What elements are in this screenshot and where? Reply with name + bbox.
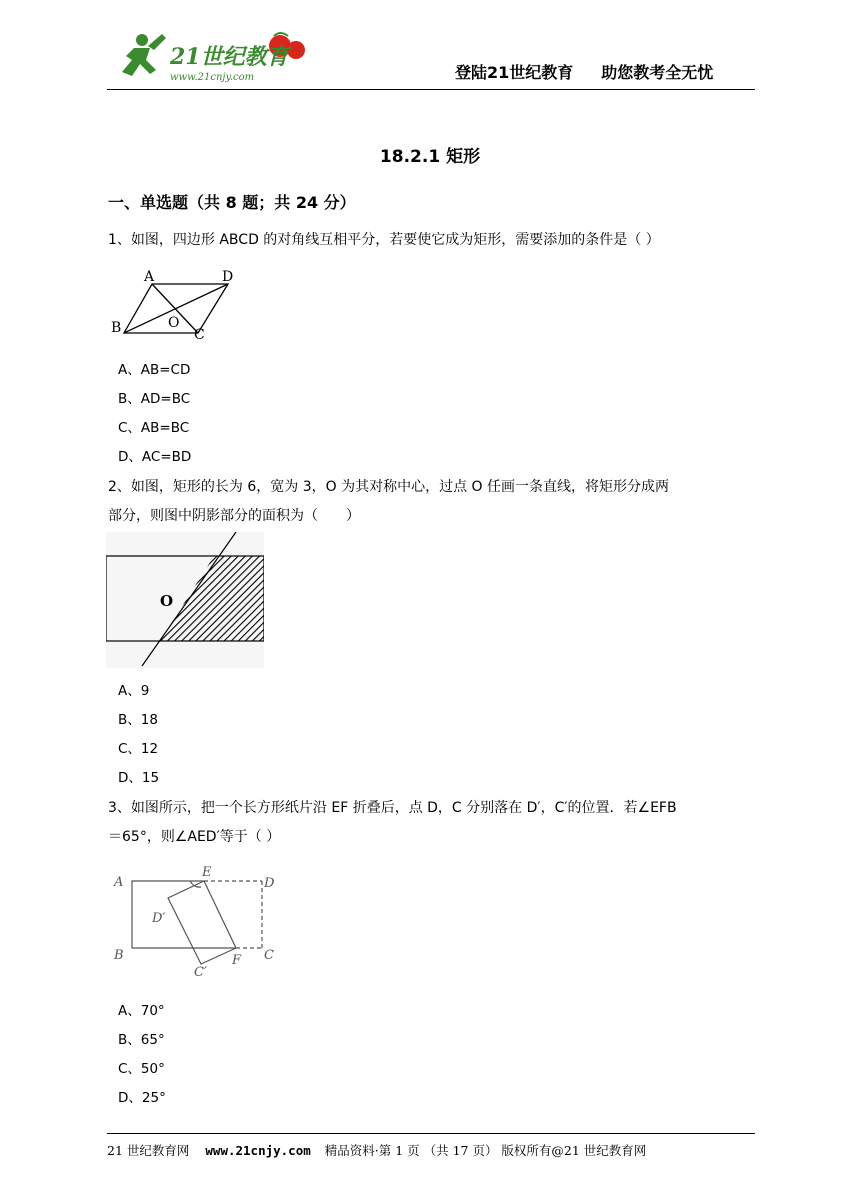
fig3-label-d-prime: D′ [152, 911, 166, 926]
footer-right: 精品资料·第 1 页 （共 17 页） 版权所有@21 世纪教育网 [324, 1143, 647, 1158]
page-footer [107, 1141, 646, 1159]
footer-left: 21 世纪教育网 [107, 1143, 190, 1158]
question-3-line-1: 3、如图所示，把一个长方形纸片沿 EF 折叠后，点 D，C 分别落在 D′，C′的位置．若∠EFB [108, 800, 677, 816]
q1-option-d[interactable]: D、AC=BD [118, 449, 192, 465]
fig3-label-c: C [264, 948, 274, 963]
logo-text: 21世纪教育 [170, 44, 289, 70]
fig1-label-d: D [222, 269, 234, 285]
slogan-left: 登陆21世纪教育 [455, 63, 574, 82]
fig3-label-c-prime: C′ [194, 965, 207, 980]
fig1-label-o: O [168, 315, 180, 331]
fig2-label-o: O [160, 592, 174, 610]
q2-option-d[interactable]: D、15 [118, 770, 160, 786]
question-2-line-2: 部分，则图中阴影部分的面积为（ ） [108, 508, 360, 524]
section-heading: 一、单选题（共 8 题；共 24 分） [108, 193, 356, 212]
fig3-label-b: B [114, 948, 124, 963]
q2-option-c[interactable]: C、12 [118, 741, 159, 757]
q2-option-b[interactable]: B、18 [118, 712, 158, 728]
fig3-label-a: A [114, 875, 124, 890]
runner-logo-icon [112, 30, 312, 88]
q3-option-c[interactable]: C、50° [118, 1061, 165, 1077]
question-1-figure [108, 266, 238, 346]
question-1-text: 1、如图，四边形 ABCD 的对角线互相平分，若要使它成为矩形，需要添加的条件是（ ） [108, 232, 660, 248]
q2-option-a[interactable]: A、9 [118, 683, 150, 699]
question-2-figure [106, 532, 264, 668]
fig3-label-f: F [232, 953, 242, 968]
question-2-line-1: 2、如图，矩形的长为 6，宽为 3，O 为其对称中心，过点 O 任画一条直线，将矩形分成两 [108, 479, 670, 495]
fig3-label-e: E [202, 865, 212, 880]
header-divider [107, 89, 755, 90]
site-logo[interactable] [112, 30, 312, 88]
slogan-right: 助您教考全无忧 [601, 63, 714, 82]
q1-option-a[interactable]: A、AB=CD [118, 362, 191, 378]
q1-option-c[interactable]: C、AB=BC [118, 420, 190, 436]
header-slogan [455, 60, 713, 83]
q3-option-d[interactable]: D、25° [118, 1090, 166, 1106]
logo-url-text: www.21cnjy.com [170, 72, 255, 83]
question-3-figure [108, 860, 280, 985]
q1-option-b[interactable]: B、AD=BC [118, 391, 191, 407]
fig3-label-d: D [264, 876, 275, 891]
fig1-label-a: A [144, 269, 155, 285]
q3-option-b[interactable]: B、65° [118, 1032, 165, 1048]
q3-option-a[interactable]: A、70° [118, 1003, 165, 1019]
footer-site-link[interactable]: www.21cnjy.com [205, 1143, 311, 1158]
page-title: 18.2.1 矩形 [379, 147, 481, 167]
question-2-text [108, 473, 758, 531]
question-3-line-2: ＝65°，则∠AED′等于（ ） [108, 829, 281, 845]
fig1-label-c: C [194, 327, 205, 343]
footer-divider [107, 1133, 755, 1134]
question-3-text [108, 794, 758, 852]
fig1-label-b: B [111, 320, 122, 336]
